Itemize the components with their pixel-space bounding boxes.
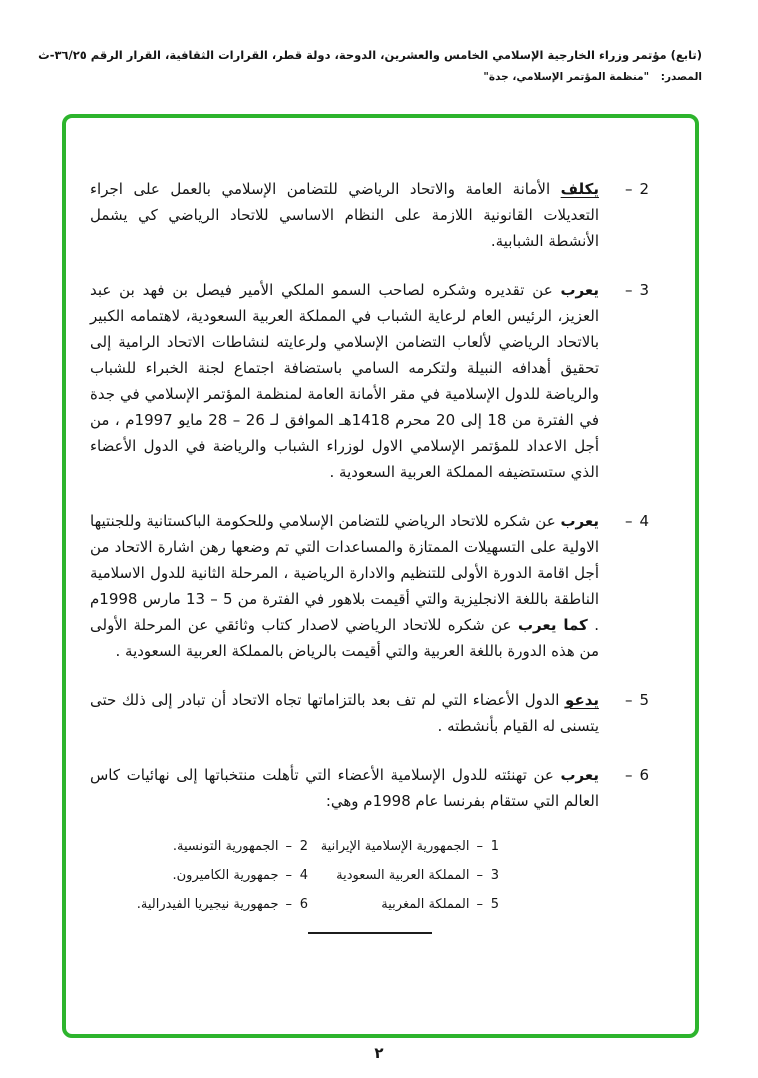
country-entry (308, 895, 499, 915)
document-source (36, 71, 702, 83)
resolution-clause-3 (90, 277, 649, 485)
clause-lead-word: يعرب (560, 512, 599, 530)
clause-body-text: عن تهنئته للدول الإسلامية الأعضاء التي تأهلت منتخباتها إلى نهائيات كاس العالم التي ستقام بفرنسا عام 1998م وهي: (90, 766, 599, 810)
page-number: ٢ (374, 1044, 384, 1062)
clause-number-digit: 2 (639, 180, 649, 198)
country-row (117, 866, 499, 886)
clause-number-dash: – (624, 281, 633, 299)
clause-text (90, 687, 599, 739)
clause-text (90, 277, 599, 485)
resolution-content (66, 118, 695, 1034)
world-cup-qualified-countries (117, 837, 499, 915)
clause-number-digit: 4 (639, 512, 649, 530)
country-entry (117, 837, 308, 857)
country-number: 3 (490, 868, 499, 883)
clause-body-text: عن تقديره وشكره لصاحب السمو الملكي الأمير فيصل بن فهد بن عبد العزيز، الرئيس العام لرعاية الشباب في المملكة العربية السعودية، لاهتمامه الكبير بالاتحاد الرياضي لألعاب التضامن الإسلامي ولرعايته لنشاطات الاتحاد الرامية إلى تحقيق أهدافه النبيلة ولتكرمه السامي باستضافة اجتماع لجنة الخبراء للشباب والرياضة للدول الإسلامية في مقر الأمانة العامة لمنظمة المؤتمر الإسلامي في جدة في الفترة من 18 إلى 20 محرم 1418هـ الموافق لـ 26 – 28 مايو 1997م ، من أجل الاعداد للمؤتمر الإسلامي الاول لوزراء الشباب والرياضة في الدول الأعضاء الذي ستستضيفه المملكة العربية السعودية . (90, 281, 599, 481)
clause-number-dash: – (624, 691, 633, 709)
clause-number-digit: 6 (639, 766, 649, 784)
clause-number (613, 508, 649, 664)
country-name: الجمهورية الإسلامية الإيرانية (320, 839, 470, 854)
document-citation: (تابع) مؤتمر وزراء الخارجية الإسلامي الخامس والعشرين، الدوحة، دولة قطر، القرارات الثقافية، القرار الرقم ٣٦/٢٥-ث (38, 48, 702, 62)
clause-body-text-2: عن شكره للاتحاد الرياضي لاصدار كتاب وثائقي عن المرحلة الأولى من هذه الدورة باللغة العربية والتي أقيمت بالرياض بالمملكة العربية السعودية . (90, 616, 599, 660)
clause-body-text: الدول الأعضاء التي لم تف بعد بالتزاماتها تجاه الاتحاد أن تبادر إلى ذلك حتى يتسنى له القيام بأنشطته . (90, 691, 599, 735)
country-name: جمهورية نيجيريا الفيدرالية. (136, 897, 279, 912)
clause-text (90, 508, 599, 664)
clause-lead-word: يعرب (560, 766, 599, 784)
country-dash: – (285, 897, 292, 912)
country-number: 6 (299, 897, 308, 912)
country-name: المملكة العربية السعودية (336, 868, 470, 883)
source-label: المصدر: (660, 71, 702, 83)
clause-number-dash: – (624, 766, 633, 784)
clause-lead-word: يدعو (565, 691, 599, 709)
country-name: المملكة المغربية (381, 897, 470, 912)
country-dash: – (476, 897, 483, 912)
country-row (117, 837, 499, 857)
country-name: الجمهورية التونسية. (172, 839, 279, 854)
source-value: "منظمة المؤتمر الإسلامي، جدة" (483, 71, 650, 83)
country-number: 4 (299, 868, 308, 883)
country-entry (308, 837, 499, 857)
clause-number-dash: – (624, 512, 633, 530)
clause-number (613, 762, 649, 814)
clause-body-text: عن شكره للاتحاد الرياضي للتضامن الإسلامي وللحكومة الباكستانية وللجنتيها الاولية على التسهيلات الممتازة والمساعدات التي تم وضعها رهن اشارة الاتحاد من أجل اقامة الدورة الأولى للتنظيم والادارة الرياضية ، المرحلة الثانية للدول الاسلامية الناطقة باللغة الانجليزية والتي أقيمت بلاهور في الفترة من 5 – 13 مارس 1998م . (90, 512, 600, 634)
clause-number (613, 277, 649, 485)
country-entry (117, 866, 308, 886)
resolution-clause-6 (90, 762, 649, 814)
clause-number-digit: 3 (639, 281, 649, 299)
clause-number-dash: – (624, 180, 633, 198)
clause-number (613, 176, 649, 254)
clause-mid-bold-phrase: كما يعرب (517, 616, 588, 634)
green-border-frame (62, 114, 699, 1038)
clause-number-digit: 5 (639, 691, 649, 709)
clause-lead-word: يكلف (560, 180, 599, 198)
country-number: 2 (299, 839, 308, 854)
clause-number (613, 687, 649, 739)
clause-body-text: الأمانة العامة والاتحاد الرياضي للتضامن الإسلامي بالعمل على اجراء التعديلات القانونية اللازمة على النظام الاساسي للاتحاد الرياضي كي يشمل الأنشطة الشبابية. (90, 180, 599, 250)
page-footer (0, 1043, 758, 1062)
country-name: جمهورية الكاميرون. (172, 868, 279, 883)
country-entry (308, 866, 499, 886)
footnote-divider (308, 932, 432, 934)
clause-text (90, 176, 599, 254)
resolution-clause-5 (90, 687, 649, 739)
resolution-clause-2 (90, 176, 649, 254)
country-row (117, 895, 499, 915)
country-number: 5 (490, 897, 499, 912)
country-dash: – (476, 839, 483, 854)
country-dash: – (285, 839, 292, 854)
country-dash: – (285, 868, 292, 883)
country-number: 1 (490, 839, 499, 854)
clause-text (90, 762, 599, 814)
country-dash: – (476, 868, 483, 883)
clause-lead-word: يعرب (560, 281, 599, 299)
resolution-clause-4 (90, 508, 649, 664)
document-header (36, 48, 702, 83)
country-entry (117, 895, 308, 915)
